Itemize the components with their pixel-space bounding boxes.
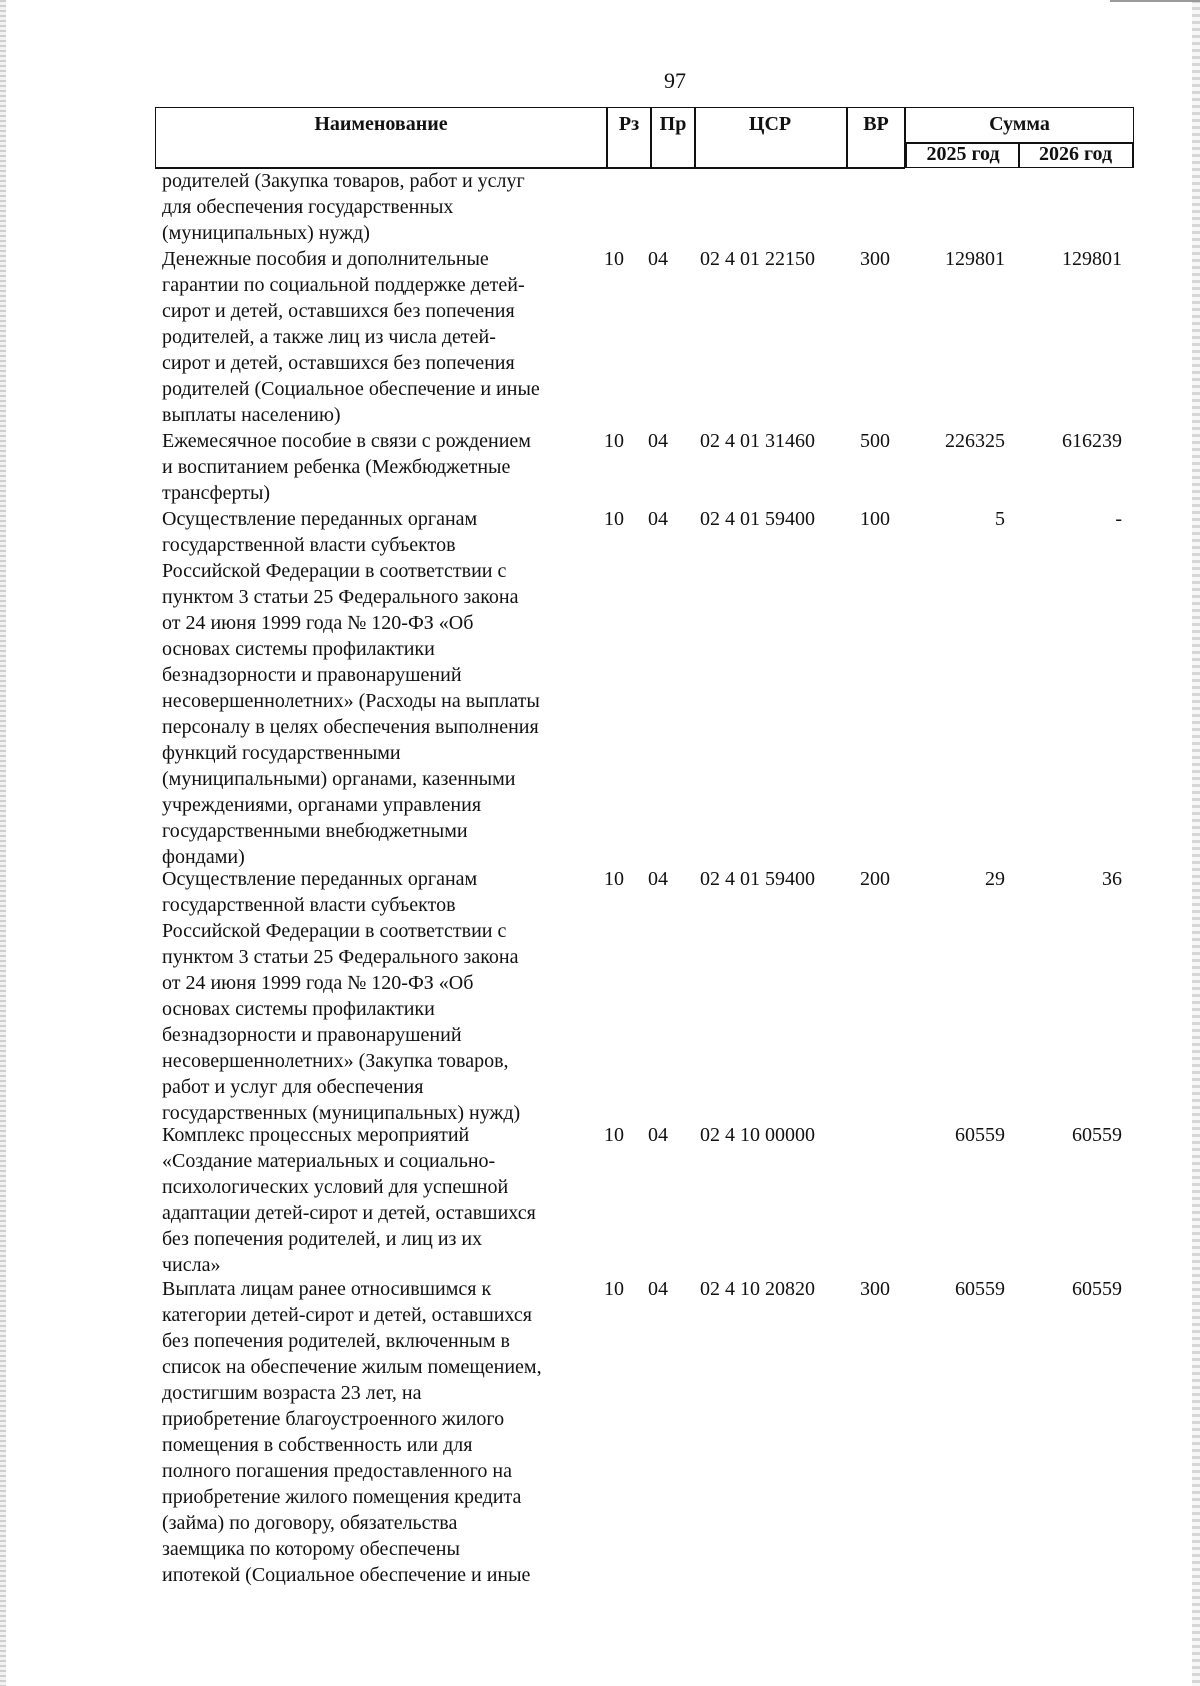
row-vr: 500 — [860, 430, 890, 452]
row-name — [162, 168, 582, 246]
row-name-line: и воспитанием ребенка (Межбюджетные — [162, 456, 511, 478]
row-name-line: Осуществление переданных органам — [162, 868, 478, 890]
row-name-line: Комплекс процессных мероприятий — [162, 1124, 470, 1146]
header-vr: ВР — [863, 112, 889, 135]
row-name-line: числа» — [162, 1254, 221, 1276]
row-name-line: список на обеспечение жилым помещением, — [162, 1356, 542, 1378]
row-sum-2025: 226325 — [945, 430, 1005, 452]
row-name-line: гарантии по социальной поддержке детей- — [162, 274, 525, 296]
row-name-line: учреждениями, органами управления — [162, 794, 482, 816]
row-name-line: государственных (муниципальных) нужд) — [162, 1102, 521, 1124]
row-pr: 04 — [648, 248, 668, 270]
row-name-line: помещения в собственность или для — [162, 1434, 473, 1456]
row-name-line: Выплата лицам ранее относившимся к — [162, 1278, 492, 1300]
row-csr: 02 4 01 22150 — [700, 248, 815, 270]
row-name-line: от 24 июня 1999 года № 120-ФЗ «Об — [162, 972, 474, 994]
row-pr: 04 — [648, 1124, 668, 1146]
row-name-line: основах системы профилактики — [162, 638, 435, 660]
row-name-line: родителей, а также лиц из числа детей- — [162, 326, 496, 348]
row-pr: 04 — [648, 868, 668, 890]
scan-edge-right — [1192, 0, 1200, 1686]
row-name-line: для обеспечения государственных — [162, 196, 454, 218]
row-name-line: «Создание материальных и социально- — [162, 1150, 496, 1172]
row-name-line: работ и услуг для обеспечения — [162, 1076, 424, 1098]
row-name-line: без попечения родителей, включенным в — [162, 1330, 510, 1352]
row-name-line: несовершеннолетних» (Расходы на выплаты — [162, 690, 540, 712]
scan-edge-left — [0, 0, 6, 1686]
page-number: 97 — [664, 68, 686, 93]
row-name-line: от 24 июня 1999 года № 120-ФЗ «Об — [162, 612, 474, 634]
row-name-line: полного погашения предоставленного на — [162, 1460, 512, 1482]
row-name — [162, 428, 582, 506]
row-name-line: основах системы профилактики — [162, 998, 435, 1020]
row-name-line: (займа) по договору, обязательства — [162, 1512, 458, 1534]
row-rz: 10 — [604, 868, 624, 890]
row-vr: 300 — [860, 1278, 890, 1300]
row-name-line: сирот и детей, оставшихся без попечения — [162, 352, 515, 374]
row-vr: 100 — [860, 508, 890, 530]
scan-edge-top — [1110, 0, 1200, 2]
row-name-line: фондами) — [162, 846, 245, 868]
row-csr: 02 4 01 59400 — [700, 868, 815, 890]
row-name-line: приобретение благоустроенного жилого — [162, 1408, 505, 1430]
row-sum-2026: 616239 — [1062, 430, 1122, 452]
row-name-line: без попечения родителей, и лиц из их — [162, 1228, 483, 1250]
row-name-line: достигшим возраста 23 лет, на — [162, 1382, 422, 1404]
row-name-line: государственной власти субъектов — [162, 534, 456, 556]
row-name-line: Денежные пособия и дополнительные — [162, 248, 489, 270]
row-name-line: Российской Федерации в соответствии с — [162, 560, 507, 582]
row-name-line: сирот и детей, оставшихся без попечения — [162, 300, 515, 322]
row-sum-2025: 60559 — [955, 1124, 1005, 1146]
row-name — [162, 246, 582, 428]
row-name-line: (муниципальных) нужд) — [162, 222, 370, 244]
header-year-2026: 2026 год — [1018, 142, 1133, 168]
row-name-line: категории детей-сирот и детей, оставшихся — [162, 1304, 532, 1326]
row-name-line: Осуществление переданных органам — [162, 508, 478, 530]
row-name-line: адаптации детей-сирот и детей, оставшихся — [162, 1202, 536, 1224]
row-name — [162, 1122, 582, 1278]
row-rz: 10 — [604, 508, 624, 530]
row-name-line: психологических условий для успешной — [162, 1176, 509, 1198]
row-vr: 300 — [860, 248, 890, 270]
row-name-line: функций государственными — [162, 742, 401, 764]
header-name: Наименование — [314, 112, 448, 135]
row-csr: 02 4 01 31460 — [700, 430, 815, 452]
row-name-line: приобретение жилого помещения кредита — [162, 1486, 522, 1508]
header-csr: ЦСР — [748, 112, 792, 135]
row-name-line: пунктом 3 статьи 25 Федерального закона — [162, 946, 519, 968]
row-sum-2026: 36 — [1102, 868, 1122, 890]
row-name-line: трансферты) — [162, 482, 271, 504]
row-sum-2025: 129801 — [945, 248, 1005, 270]
header-year-2025: 2025 год — [906, 142, 1020, 168]
table-header — [155, 107, 1134, 168]
row-pr: 04 — [648, 430, 668, 452]
row-name-line: безнадзорности и правонарушений — [162, 1024, 462, 1046]
row-name-line: родителей (Закупка товаров, работ и услуг — [162, 170, 525, 192]
row-name-line: безнадзорности и правонарушений — [162, 664, 462, 686]
row-sum-2025: 29 — [985, 868, 1005, 890]
row-name-line: Ежемесячное пособие в связи с рождением — [162, 430, 531, 452]
row-name-line: государственными внебюджетными — [162, 820, 468, 842]
row-sum-2026: 60559 — [1072, 1124, 1122, 1146]
row-name-line: Российской Федерации в соответствии с — [162, 920, 507, 942]
row-pr: 04 — [648, 1278, 668, 1300]
row-name-line: заемщика по которому обеспечены — [162, 1538, 460, 1560]
row-name-line: (муниципальными) органами, казенными — [162, 768, 516, 790]
row-sum-2026: 60559 — [1072, 1278, 1122, 1300]
row-csr: 02 4 01 59400 — [700, 508, 815, 530]
row-sum-2026: 129801 — [1062, 248, 1122, 270]
row-name-line: персоналу в целях обеспечения выполнения — [162, 716, 539, 738]
row-rz: 10 — [604, 1278, 624, 1300]
row-name-line: выплаты населению) — [162, 404, 341, 426]
row-sum-2025: 60559 — [955, 1278, 1005, 1300]
header-rz: Рз — [618, 112, 640, 135]
row-sum-2026: - — [1115, 508, 1122, 530]
row-vr: 200 — [860, 868, 890, 890]
row-name — [162, 506, 582, 870]
row-name — [162, 1276, 582, 1588]
row-csr: 02 4 10 00000 — [700, 1124, 815, 1146]
row-pr: 04 — [648, 508, 668, 530]
row-rz: 10 — [604, 430, 624, 452]
row-sum-2025: 5 — [995, 508, 1005, 530]
row-name-line: ипотекой (Социальное обеспечение и иные — [162, 1564, 531, 1586]
header-sum: Сумма — [989, 112, 1050, 135]
row-rz: 10 — [604, 248, 624, 270]
row-rz: 10 — [604, 1124, 624, 1146]
row-csr: 02 4 10 20820 — [700, 1278, 815, 1300]
row-name-line: пунктом 3 статьи 25 Федерального закона — [162, 586, 519, 608]
row-name-line: несовершеннолетних» (Закупка товаров, — [162, 1050, 509, 1072]
row-name-line: родителей (Социальное обеспечение и иные — [162, 378, 540, 400]
header-pr: Пр — [659, 112, 687, 135]
row-name-line: государственной власти субъектов — [162, 894, 456, 916]
row-name — [162, 866, 582, 1126]
